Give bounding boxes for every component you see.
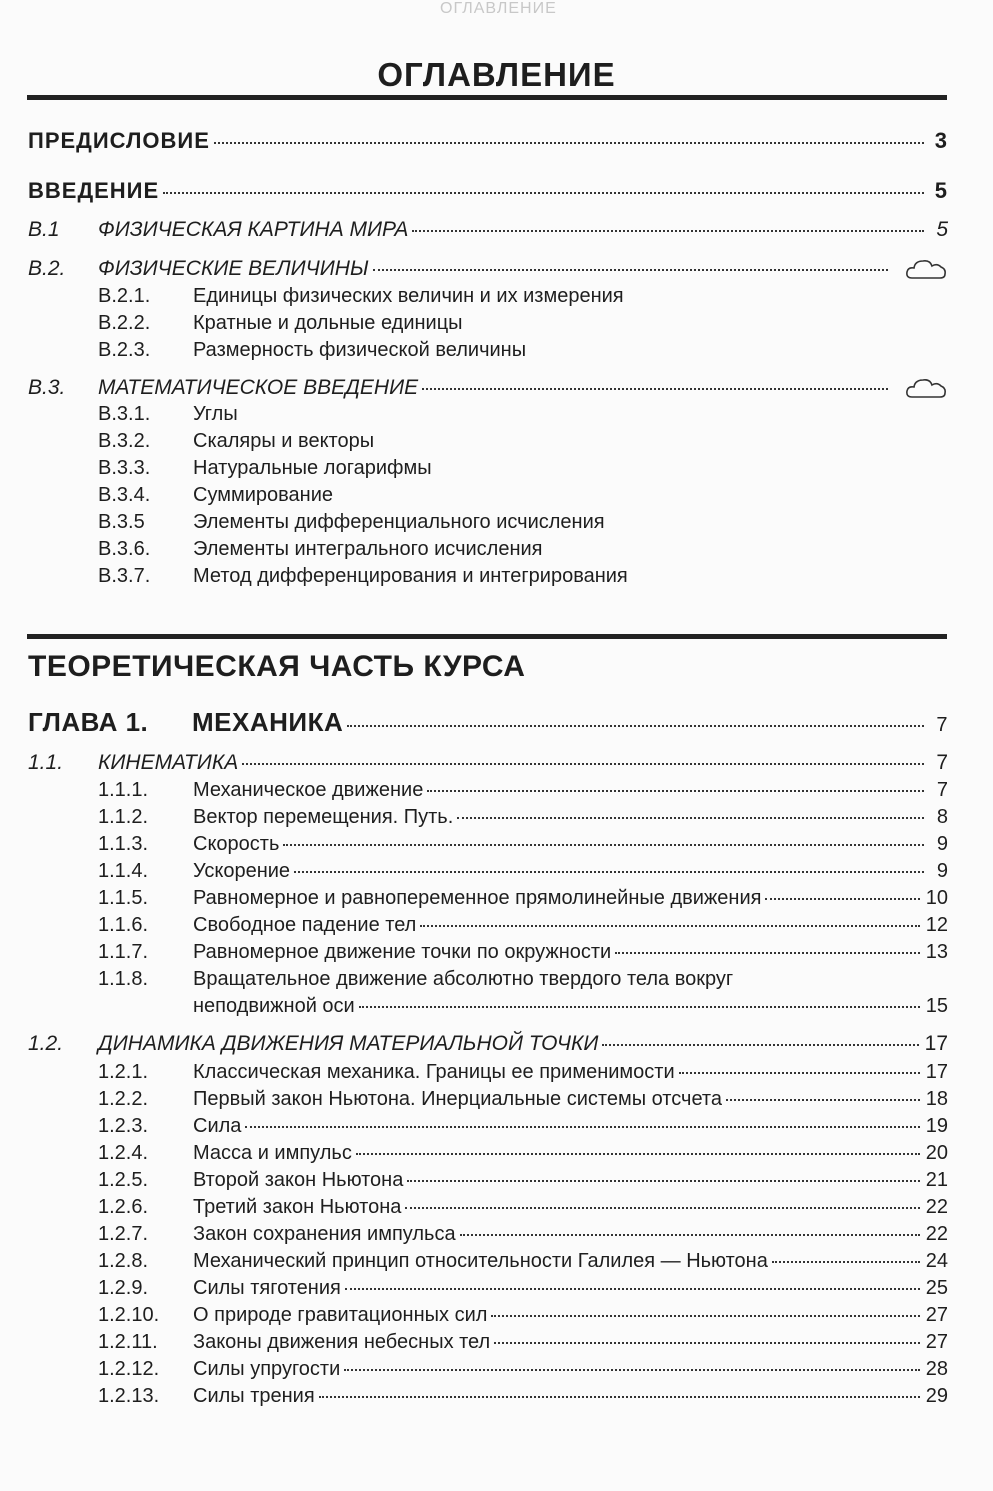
entry-title: Элементы интегрального исчисления	[193, 538, 543, 560]
entry-title: ФИЗИЧЕСКАЯ КАРТИНА МИРА	[98, 218, 409, 241]
entry-title: ПРЕДИСЛОВИЕ	[28, 128, 210, 153]
entry-page: 9	[936, 833, 948, 855]
entry-page: 9	[936, 860, 948, 882]
entry-title: Вектор перемещения. Путь.	[193, 806, 454, 828]
leader-dots	[427, 789, 924, 792]
entry-page: 17	[925, 1061, 948, 1083]
entry-number: 1.1.2.	[98, 806, 149, 828]
entry-number: 1.2.7.	[98, 1223, 149, 1245]
entry-title: Силы тяготения	[193, 1277, 341, 1299]
toc-entry-1-1-6[interactable]	[28, 914, 948, 937]
leader-dots	[460, 1233, 920, 1236]
toc-entry-1-2-3[interactable]	[28, 1115, 948, 1138]
toc-entry-1-2-6[interactable]	[28, 1196, 948, 1219]
entry-title: Второй закон Ньютона	[193, 1169, 404, 1191]
leader-dots	[420, 924, 919, 927]
leader-dots	[356, 1152, 920, 1155]
entry-title: Механическое движение	[193, 779, 424, 801]
entry-page: 28	[925, 1358, 948, 1380]
leader-dots	[602, 1043, 918, 1046]
entry-title: Скорость	[193, 833, 280, 855]
entry-title: ФИЗИЧЕСКИЕ ВЕЛИЧИНЫ	[98, 257, 369, 280]
divider	[27, 634, 947, 639]
entry-number: 1.2.4.	[98, 1142, 149, 1164]
toc-entry-1-2-8[interactable]	[28, 1250, 948, 1273]
page-header: ОГЛАВЛЕНИЕ	[440, 0, 557, 17]
entry-page: 25	[925, 1277, 948, 1299]
leader-dots	[407, 1179, 919, 1182]
entry-title: Углы	[193, 403, 238, 425]
entry-title: Закон сохранения импульса	[193, 1223, 456, 1245]
toc-entry-1-1-5[interactable]	[28, 887, 948, 910]
entry-page: 12	[925, 914, 948, 936]
entry-title: Равномерное движение точки по окружности	[193, 941, 612, 963]
toc-entry-1-2-9[interactable]	[28, 1277, 948, 1300]
entry-number: 1.1.3.	[98, 833, 149, 855]
leader-dots	[422, 387, 888, 390]
entry-page: 8	[936, 806, 948, 828]
entry-title: Свободное падение тел	[193, 914, 417, 936]
entry-title: Силы трения	[193, 1385, 315, 1407]
entry-title: Первый закон Ньютона. Инерциальные системы отсчета	[193, 1088, 722, 1110]
entry-number: В.3.7.	[98, 565, 151, 587]
leader-dots	[412, 229, 924, 232]
entry-number: В.1	[28, 218, 60, 241]
toc-entry-1-2-12[interactable]	[28, 1358, 948, 1381]
entry-number: В.3.1.	[98, 403, 151, 425]
entry-number: 1.2.	[28, 1032, 64, 1055]
cloud-icon	[904, 256, 948, 282]
toc-entry-1-1-8[interactable]	[28, 968, 948, 991]
leader-dots	[163, 191, 924, 194]
entry-page: 22	[925, 1223, 948, 1245]
entry-page: 19	[925, 1115, 948, 1137]
leader-dots	[494, 1341, 920, 1344]
leader-dots	[294, 870, 924, 873]
entry-title: Кратные и дольные единицы	[193, 312, 463, 334]
entry-title: МЕХАНИКА	[192, 707, 344, 737]
entry-title: Суммирование	[193, 484, 333, 506]
entry-number: 1.1.4.	[98, 860, 149, 882]
entry-page: 27	[925, 1331, 948, 1353]
toc-entry-b2[interactable]	[28, 257, 948, 281]
entry-number: 1.2.5.	[98, 1169, 149, 1191]
toc-entry-1-2-7[interactable]	[28, 1223, 948, 1246]
toc-entry-1-2-5[interactable]	[28, 1169, 948, 1192]
toc-entry-b3[interactable]	[28, 376, 948, 400]
toc-entry-1-1-8-continued[interactable]	[193, 995, 948, 1018]
entry-page: 7	[936, 714, 948, 736]
entry-number: 1.2.1.	[98, 1061, 149, 1083]
leader-dots	[726, 1098, 920, 1101]
leader-dots	[214, 141, 924, 144]
entry-title: Натуральные логарифмы	[193, 457, 432, 479]
entry-number: В.2.3.	[98, 339, 151, 361]
entry-number: В.2.2.	[98, 312, 151, 334]
toc-entry-1-1-2[interactable]	[28, 806, 948, 829]
leader-dots	[347, 724, 924, 727]
toc-entry-b2-2[interactable]	[28, 312, 948, 335]
entry-number: 1.2.3.	[98, 1115, 149, 1137]
page-title: ОГЛАВЛЕНИЕ	[377, 56, 616, 93]
leader-dots	[405, 1206, 919, 1209]
toc-entry-b3-3[interactable]	[28, 457, 948, 480]
leader-dots	[457, 816, 924, 819]
toc-entry-b2-1[interactable]	[28, 285, 948, 308]
entry-title: Размерность физической величины	[193, 339, 527, 361]
toc-entry-1-1-3[interactable]	[28, 833, 948, 856]
entry-number: В.3.4.	[98, 484, 151, 506]
leader-dots	[765, 897, 919, 900]
entry-number: 1.1.	[28, 751, 64, 774]
entry-title: Масса и импульс	[193, 1142, 352, 1164]
entry-number: 1.2.6.	[98, 1196, 149, 1218]
entry-page: 22	[925, 1196, 948, 1218]
entry-title: Ускорение	[193, 860, 291, 882]
entry-page: 20	[925, 1142, 948, 1164]
entry-page: 21	[925, 1169, 948, 1191]
leader-dots	[679, 1071, 920, 1074]
entry-title: МАТЕМАТИЧЕСКОЕ ВВЕДЕНИЕ	[98, 376, 419, 399]
entry-title: Единицы физических величин и их измерения	[193, 285, 624, 307]
entry-title: Сила	[193, 1115, 242, 1137]
toc-entry-b1[interactable]	[28, 218, 948, 242]
entry-page: 29	[925, 1385, 948, 1407]
entry-page: 3	[934, 128, 948, 153]
entry-title: КИНЕМАТИКА	[98, 751, 239, 774]
entry-title: О природе гравитационных сил	[193, 1304, 488, 1326]
entry-number: 1.1.8.	[98, 968, 149, 990]
entry-title: ДИНАМИКА ДВИЖЕНИЯ МАТЕРИАЛЬНОЙ ТОЧКИ	[98, 1032, 599, 1055]
entry-page: 18	[925, 1088, 948, 1110]
entry-title: Классическая механика. Границы ее применимости	[193, 1061, 675, 1083]
toc-entry-b3-5[interactable]	[28, 511, 948, 534]
entry-title: Скаляры и векторы	[193, 430, 375, 452]
entry-page: 5	[934, 178, 948, 203]
entry-page: 27	[925, 1304, 948, 1326]
entry-number: В.2.1.	[98, 285, 151, 307]
entry-number: 1.2.2.	[98, 1088, 149, 1110]
entry-number: 1.1.6.	[98, 914, 149, 936]
toc-entry-1-1[interactable]	[28, 751, 948, 775]
entry-number: 1.1.7.	[98, 941, 149, 963]
leader-dots	[344, 1368, 919, 1371]
entry-title: Механический принцип относительности Галилея — Ньютона	[193, 1250, 768, 1272]
toc-entry-1-2-1[interactable]	[28, 1061, 948, 1084]
toc-entry-b3-6[interactable]	[28, 538, 948, 561]
toc-entry-1-2-4[interactable]	[28, 1142, 948, 1165]
leader-dots	[345, 1287, 920, 1290]
entry-page: 17	[924, 1032, 948, 1055]
toc-entry-b3-2[interactable]	[28, 430, 948, 453]
toc-entry-1-2[interactable]	[28, 1032, 948, 1056]
leader-dots	[359, 1005, 920, 1008]
toc-entry-1-2-13[interactable]	[28, 1385, 948, 1408]
entry-title: Вращательное движение абсолютно твердого тела вокруг	[193, 968, 734, 990]
entry-title: Законы движения небесных тел	[193, 1331, 491, 1353]
entry-page: 5	[936, 218, 948, 241]
entry-title: Силы упругости	[193, 1358, 341, 1380]
leader-dots	[283, 843, 924, 846]
entry-number: 1.1.5.	[98, 887, 149, 909]
entry-number: 1.2.13.	[98, 1385, 160, 1407]
entry-title: Метод дифференцирования и интегрирования	[193, 565, 628, 587]
toc-entry-b3-7[interactable]	[28, 565, 948, 588]
entry-title: неподвижной оси	[193, 995, 355, 1017]
entry-number: В.3.2.	[98, 430, 151, 452]
toc-entry-introduction[interactable]	[28, 178, 948, 204]
entry-number: 1.2.10.	[98, 1304, 160, 1326]
leader-dots	[245, 1125, 919, 1128]
entry-number: 1.2.9.	[98, 1277, 149, 1299]
entry-title: Элементы дифференциального исчисления	[193, 511, 605, 533]
entry-number: 1.2.11.	[98, 1331, 158, 1353]
leader-dots	[319, 1395, 920, 1398]
entry-number: В.3.3.	[98, 457, 151, 479]
entry-number: В.2.	[28, 257, 66, 280]
toc-entry-1-1-7[interactable]	[28, 941, 948, 964]
leader-dots	[373, 268, 888, 271]
entry-title: Третий закон Ньютона	[193, 1196, 402, 1218]
leader-dots	[491, 1314, 919, 1317]
leader-dots	[615, 951, 920, 954]
toc-entry-b3-1[interactable]	[28, 403, 948, 426]
toc-entry-chapter-1[interactable]	[28, 707, 948, 738]
toc-entry-1-2-2[interactable]	[28, 1088, 948, 1111]
toc-entry-1-2-10[interactable]	[28, 1304, 948, 1327]
toc-entry-b2-3[interactable]	[28, 339, 948, 362]
entry-page: 15	[925, 995, 948, 1017]
toc-entry-1-2-11[interactable]	[28, 1331, 948, 1354]
cloud-icon	[904, 375, 948, 401]
entry-number: 1.2.12.	[98, 1358, 160, 1380]
entry-page: 7	[936, 779, 948, 801]
entry-page: 10	[925, 887, 948, 909]
entry-page: 7	[936, 751, 948, 774]
entry-page: 13	[925, 941, 948, 963]
divider	[27, 95, 947, 100]
entry-number: В.3.	[28, 376, 66, 399]
toc-entry-preface[interactable]	[28, 128, 948, 154]
entry-number: В.3.5	[98, 511, 145, 533]
leader-dots	[242, 762, 924, 765]
entry-title: ВВЕДЕНИЕ	[28, 178, 160, 203]
entry-title: Равномерное и равнопеременное прямолинейные движения	[193, 887, 762, 909]
entry-number: ГЛАВА 1.	[28, 707, 149, 737]
entry-page: 24	[925, 1250, 948, 1272]
entry-number: В.3.6.	[98, 538, 151, 560]
entry-number: 1.1.1.	[98, 779, 149, 801]
entry-number: 1.2.8.	[98, 1250, 149, 1272]
leader-dots	[772, 1260, 920, 1263]
toc-entry-1-1-1[interactable]	[28, 779, 948, 802]
toc-entry-1-1-4[interactable]	[28, 860, 948, 883]
toc-entry-b3-4[interactable]	[28, 484, 948, 507]
part-title: ТЕОРЕТИЧЕСКАЯ ЧАСТЬ КУРСА	[28, 650, 526, 683]
